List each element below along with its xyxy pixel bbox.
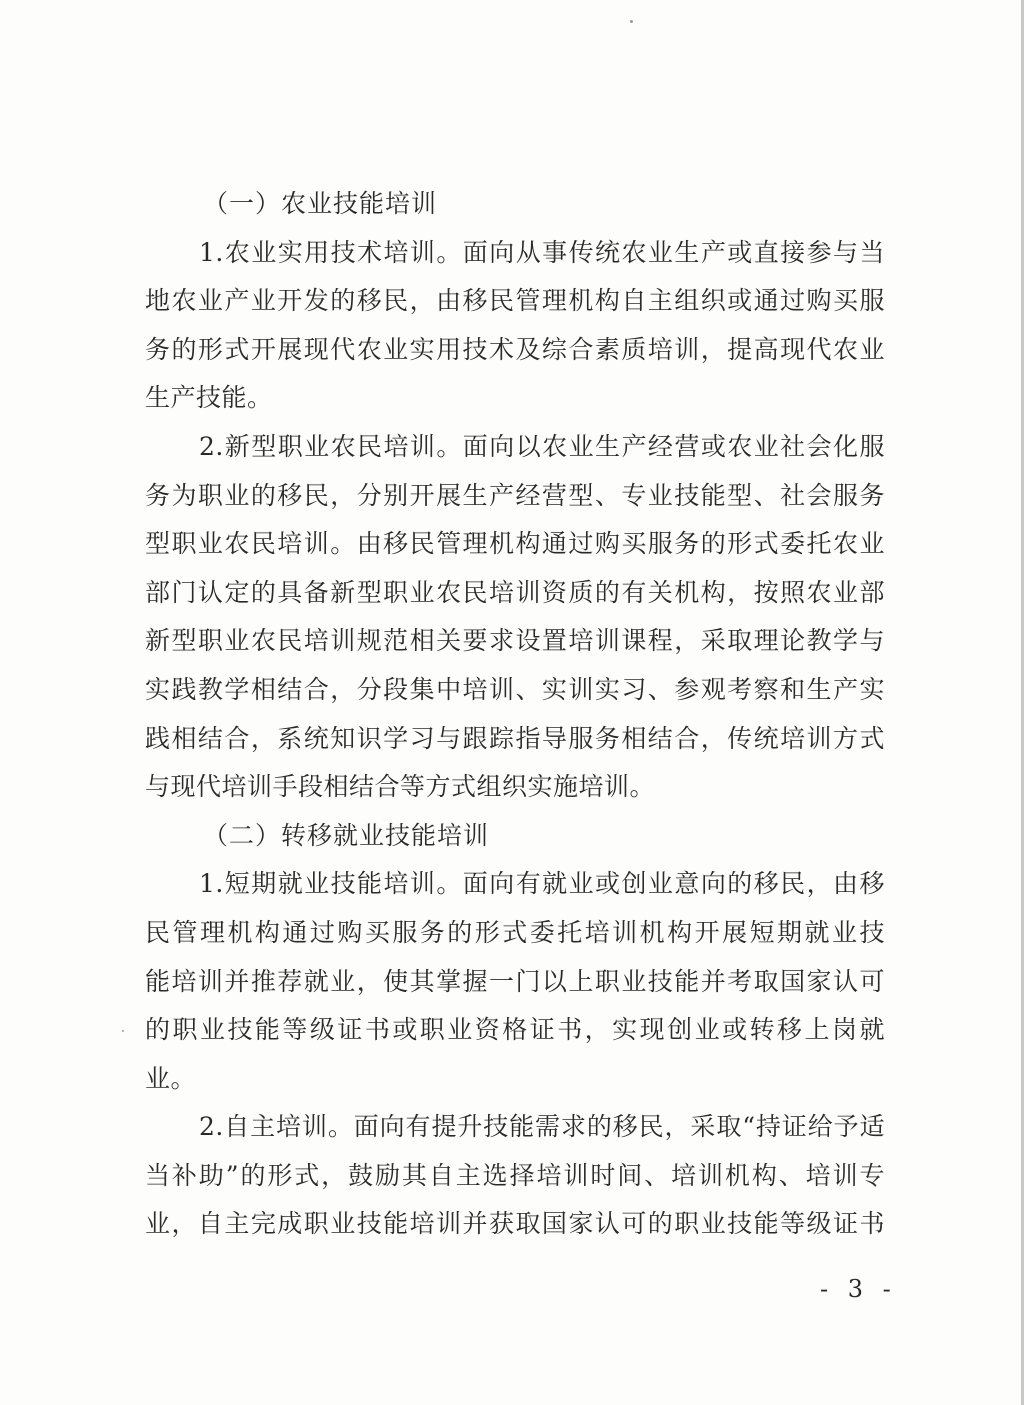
text-line: 务的形式开展现代农业实用技术及综合素质培训，提高现代农业 xyxy=(145,334,885,364)
text-line: 实践教学相结合，分段集中培训、实训实习、参观考察和生产实 xyxy=(145,674,885,704)
section-heading: （二）转移就业技能培训 xyxy=(203,820,490,850)
text-line: 能培训并推荐就业，使其掌握一门以上职业技能并考取国家认可 xyxy=(145,966,885,996)
text-line: 2.新型职业农民培训。面向以农业生产经营或农业社会化服 xyxy=(199,431,885,461)
text-line: 践相结合，系统知识学习与跟踪指导服务相结合，传统培训方式 xyxy=(145,723,885,753)
scan-speck xyxy=(630,20,633,23)
paragraph xyxy=(145,229,885,423)
section-heading: （一）农业技能培训 xyxy=(203,189,438,218)
text-line: 新型职业农民培训规范相关要求设置培训课程，采取理论教学与 xyxy=(145,626,885,656)
text-line: 型职业农民培训。由移民管理机构通过购买服务的形式委托农业 xyxy=(145,529,885,559)
scan-speck xyxy=(122,1030,124,1032)
text-line: 务为职业的移民，分别开展生产经营型、专业技能型、社会服务 xyxy=(145,480,885,510)
text-line: 部门认定的具备新型职业农民培训资质的有关机构，按照农业部 xyxy=(145,577,885,607)
page-number: - 3 - xyxy=(820,1275,897,1303)
text-line: 业。 xyxy=(145,1063,197,1093)
text-line: 2.自主培训。面向有提升技能需求的移民，采取“持证给予适 xyxy=(199,1112,885,1142)
paragraph xyxy=(145,860,885,1103)
text-line: 民管理机构通过购买服务的形式委托培训机构开展短期就业技 xyxy=(145,917,885,947)
paragraph xyxy=(145,423,885,812)
text-line: 1.农业实用技术培训。面向从事传统农业生产或直接参与当 xyxy=(199,237,885,267)
text-line: 地农业产业开发的移民，由移民管理机构自主组织或通过购买服 xyxy=(145,286,885,316)
paragraph xyxy=(145,1103,885,1249)
text-line: 的职业技能等级证书或职业资格证书，实现创业或转移上岗就 xyxy=(145,1015,885,1045)
text-line: 1.短期就业技能培训。面向有就业或创业意向的移民，由移 xyxy=(199,869,885,899)
text-line: 与现代培训手段相结合等方式组织实施培训。 xyxy=(145,772,656,802)
text-line: 生产技能。 xyxy=(145,383,273,413)
text-line: 业，自主完成职业技能培训并获取国家认可的职业技能等级证书 xyxy=(145,1209,885,1239)
document-body xyxy=(145,180,885,1249)
text-line: 当补助”的形式，鼓励其自主选择培训时间、培训机构、培训专 xyxy=(145,1160,885,1190)
